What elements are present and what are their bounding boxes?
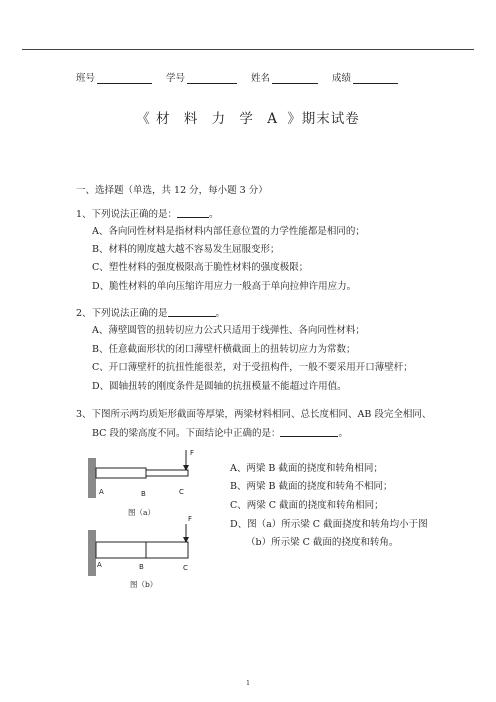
- question-2-stem: [76, 305, 225, 319]
- q3-answer-blank[interactable]: [280, 427, 338, 437]
- name-blank[interactable]: [272, 73, 318, 84]
- id-blank[interactable]: [187, 73, 237, 84]
- title-open: 《: [136, 111, 151, 127]
- fig-b-wall: [88, 530, 96, 576]
- question-3-stem: [92, 425, 348, 439]
- id-field: [166, 70, 237, 84]
- page-number: 1: [246, 680, 250, 687]
- q1-stem-text: 1、下列说法正确的是：: [76, 209, 178, 220]
- score-label: 成绩: [332, 73, 352, 84]
- q2-option-d: D、圆轴扭转的刚度条件是圆轴的抗扭模量不能超过许用值。: [92, 381, 347, 392]
- q3-stem-line1: 3、下图所示两均质矩形截面等厚梁，两梁材料相同、总长度相同、AB 段完全相同、: [76, 409, 432, 420]
- question-1-stem: [76, 206, 219, 220]
- class-blank[interactable]: [97, 73, 152, 84]
- title-subject: 材 料 力 学 A: [156, 111, 282, 127]
- fig-a-load-label: F: [190, 449, 195, 457]
- fig-b-load-label: F: [188, 515, 193, 523]
- fig-b-label-b: B: [139, 563, 144, 571]
- title-close: 》期末试卷: [287, 111, 360, 127]
- q3-option-c: C、两梁 C 截面的挠度和转角相同；: [230, 500, 384, 511]
- fig-b-segment-ab: [96, 542, 146, 558]
- class-field: [76, 70, 152, 84]
- score-field: [332, 70, 398, 84]
- fig-a-label-a: A: [99, 488, 104, 496]
- q3-option-d-continued: （b）所示梁 C 截面的挠度和转角。: [246, 537, 399, 548]
- q3-stem-end: 。: [338, 428, 348, 439]
- q1-answer-blank[interactable]: [177, 208, 209, 218]
- q3-option-a: A、两梁 B 截面的挠度和转角相同；: [230, 463, 383, 474]
- name-label: 姓名: [251, 73, 271, 84]
- fig-a-wall: [88, 458, 96, 498]
- fig-b-label-a: A: [97, 561, 102, 569]
- section-heading: 一、选择题（单选，共 12 分，每小题 3 分）: [76, 185, 268, 196]
- q2-option-c: C、开口薄壁杆的抗扭性能很差，对于受扭构件，一般不要采用开口薄壁杆；: [92, 362, 413, 373]
- fig-b-segment-bc: [146, 542, 188, 558]
- q2-stem-end: 。: [215, 308, 226, 319]
- score-blank[interactable]: [353, 73, 398, 84]
- fig-a-segment-bc: [146, 470, 188, 476]
- fig-b-caption: 图（b）: [130, 580, 158, 589]
- q3-stem-text: BC 段的梁高度不同。下面结论中正确的是：: [92, 428, 281, 439]
- fig-a-caption: 图（a）: [128, 508, 155, 517]
- student-info-row: [76, 70, 436, 84]
- exam-title: [0, 107, 496, 127]
- q1-option-c: C、塑性材料的强度极限高于脆性材料的强度极限；: [92, 262, 309, 273]
- top-rule: [22, 49, 474, 50]
- id-label: 学号: [166, 73, 186, 84]
- q2-stem-text: 2、下列说法正确的是: [76, 308, 168, 319]
- fig-a-label-c: C: [179, 488, 184, 496]
- fig-a-label-b: B: [141, 490, 146, 498]
- q3-option-d: D、图（a）所示梁 C 截面挠度和转角均小于图: [230, 519, 428, 530]
- q2-option-b: B、任意截面形状的闭口薄壁杆横截面上的扭转切应力为常数；: [92, 344, 356, 355]
- q1-option-a: A、各向同性材料是指材料内部任意位置的力学性能都是相同的；: [92, 226, 365, 237]
- q1-option-d: D、脆性材料的单向压缩许用应力一般高于单向拉伸许用应力。: [92, 281, 357, 292]
- fig-b-label-c: C: [183, 564, 188, 572]
- name-field: [251, 70, 318, 84]
- fig-a-segment-ab: [96, 468, 146, 478]
- class-label: 班号: [76, 73, 96, 84]
- q2-answer-blank[interactable]: [168, 307, 216, 317]
- q1-stem-end: 。: [209, 209, 219, 220]
- q1-option-b: B、材料的刚度越大越不容易发生屈服变形；: [92, 244, 280, 255]
- q3-option-b: B、两梁 B 截面的挠度和转角不相同；: [230, 481, 393, 492]
- q2-option-a: A、薄壁圆管的扭转切应力公式只适用于线弹性、各向同性材料；: [92, 325, 365, 336]
